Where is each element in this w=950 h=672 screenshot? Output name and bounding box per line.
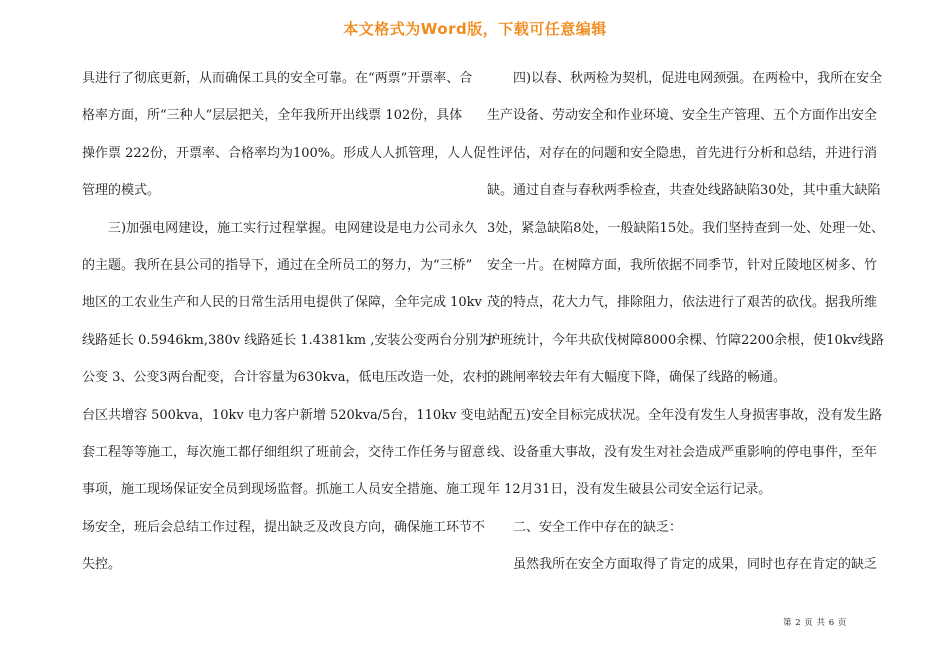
page-number: 第 2 页 共 6 页 (783, 618, 847, 628)
text-line: 台区共增容 500kva，10kv 电力客户新增 520kva/5台，110kv 变电站配 (82, 407, 513, 423)
text-line: 线路延长 0.5946km,380v 线路延长 1.4381km ,安装公变两台分别为： (82, 332, 505, 348)
text-line: 虽然我所在安全方面取得了肯定的成果，同时也存在肯定的缺乏 (513, 557, 878, 573)
text-line: 具进行了彻底更新，从而确保工具的安全可靠。在“两票”开票率、合 (82, 71, 473, 86)
text-line: 五)安全目标完成状况。全年没有发生人身损害事故，没有发生路 (513, 407, 883, 423)
left-column (82, 60, 513, 583)
text-line: 事项，施工现场保证安全员到现场监督。抓施工人员安全措施、施工现 (82, 482, 486, 498)
text-line: 场安全，班后会总结工作过程，提出缺乏及改良方向，确保施工环节不 (82, 519, 486, 535)
right-column (487, 60, 897, 583)
text-line: 管理的模式。 (82, 183, 161, 199)
text-line: 格率方面，所“三种人”层层把关，全年我所开出线票 102份，具体 (82, 108, 463, 124)
text-line: 生产设备、劳动安全和作业环境、安全生产管理、五个方面作出安全 (487, 108, 878, 124)
text-line: 套工程等等施工，每次施工都仔细组织了班前会，交待工作任务与留意 (82, 444, 486, 460)
text-line: 失控。 (82, 557, 122, 573)
text-line: 年 12月31日，没有发生破县公司安全运行记录。 (487, 482, 772, 498)
text-line: 性评估，对存在的问题和安全隐患，首先进行分析和总结，并进行消 (487, 145, 878, 161)
text-line: 线、设备重大事故，没有发生对社会造成严重影响的停电事件，至年 (487, 444, 878, 460)
text-line: 的主题。我所在县公司的指导下，通过在全所员工的努力，为“三桥” (82, 257, 473, 273)
text-line: 地区的工农业生产和人民的日常生活用电提供了保障，全年完成 10kv (82, 295, 482, 311)
text-line: 二、安全工作中存在的缺乏： (513, 519, 683, 535)
text-line: 安全一片。在树障方面，我所依据不同季节，针对丘陵地区树多、竹 (487, 257, 878, 273)
download-banner: 本文格式为Word版，下载可任意编辑 (343, 20, 607, 38)
text-line: 3处，紧急缺陷8处，一般缺陷15处。我们坚持查到一处、处理一处、 (487, 220, 885, 236)
text-line: 茂的特点，花大力气，排除阻力，依法进行了艰苦的砍伐。据我所维 (487, 295, 878, 311)
text-line: 护班统计，今年共砍伐树障8000余棵、竹障2200余根，使10kv线路 (487, 332, 884, 348)
text-line: 的跳闸率较去年有大幅度下降，确保了线路的畅通。 (487, 370, 787, 386)
text-line: 操作票 222份，开票率、合格率均为100%。形成人人抓管理，人人促 (82, 145, 487, 161)
text-line: 缺。通过自查与春秋两季检查，共查处线路缺陷30处，其中重大缺陷 (487, 183, 881, 199)
text-line: 四)以春、秋两检为契机，促进电网颈强。在两检中，我所在安全 (513, 71, 883, 86)
text-line: 公变 3、公变3两台配变，合计容量为630kva，低电压改造一处，农村 (82, 370, 489, 386)
text-line: 三)加强电网建设，施工实行过程掌握。电网建设是电力公司永久 (108, 220, 478, 236)
